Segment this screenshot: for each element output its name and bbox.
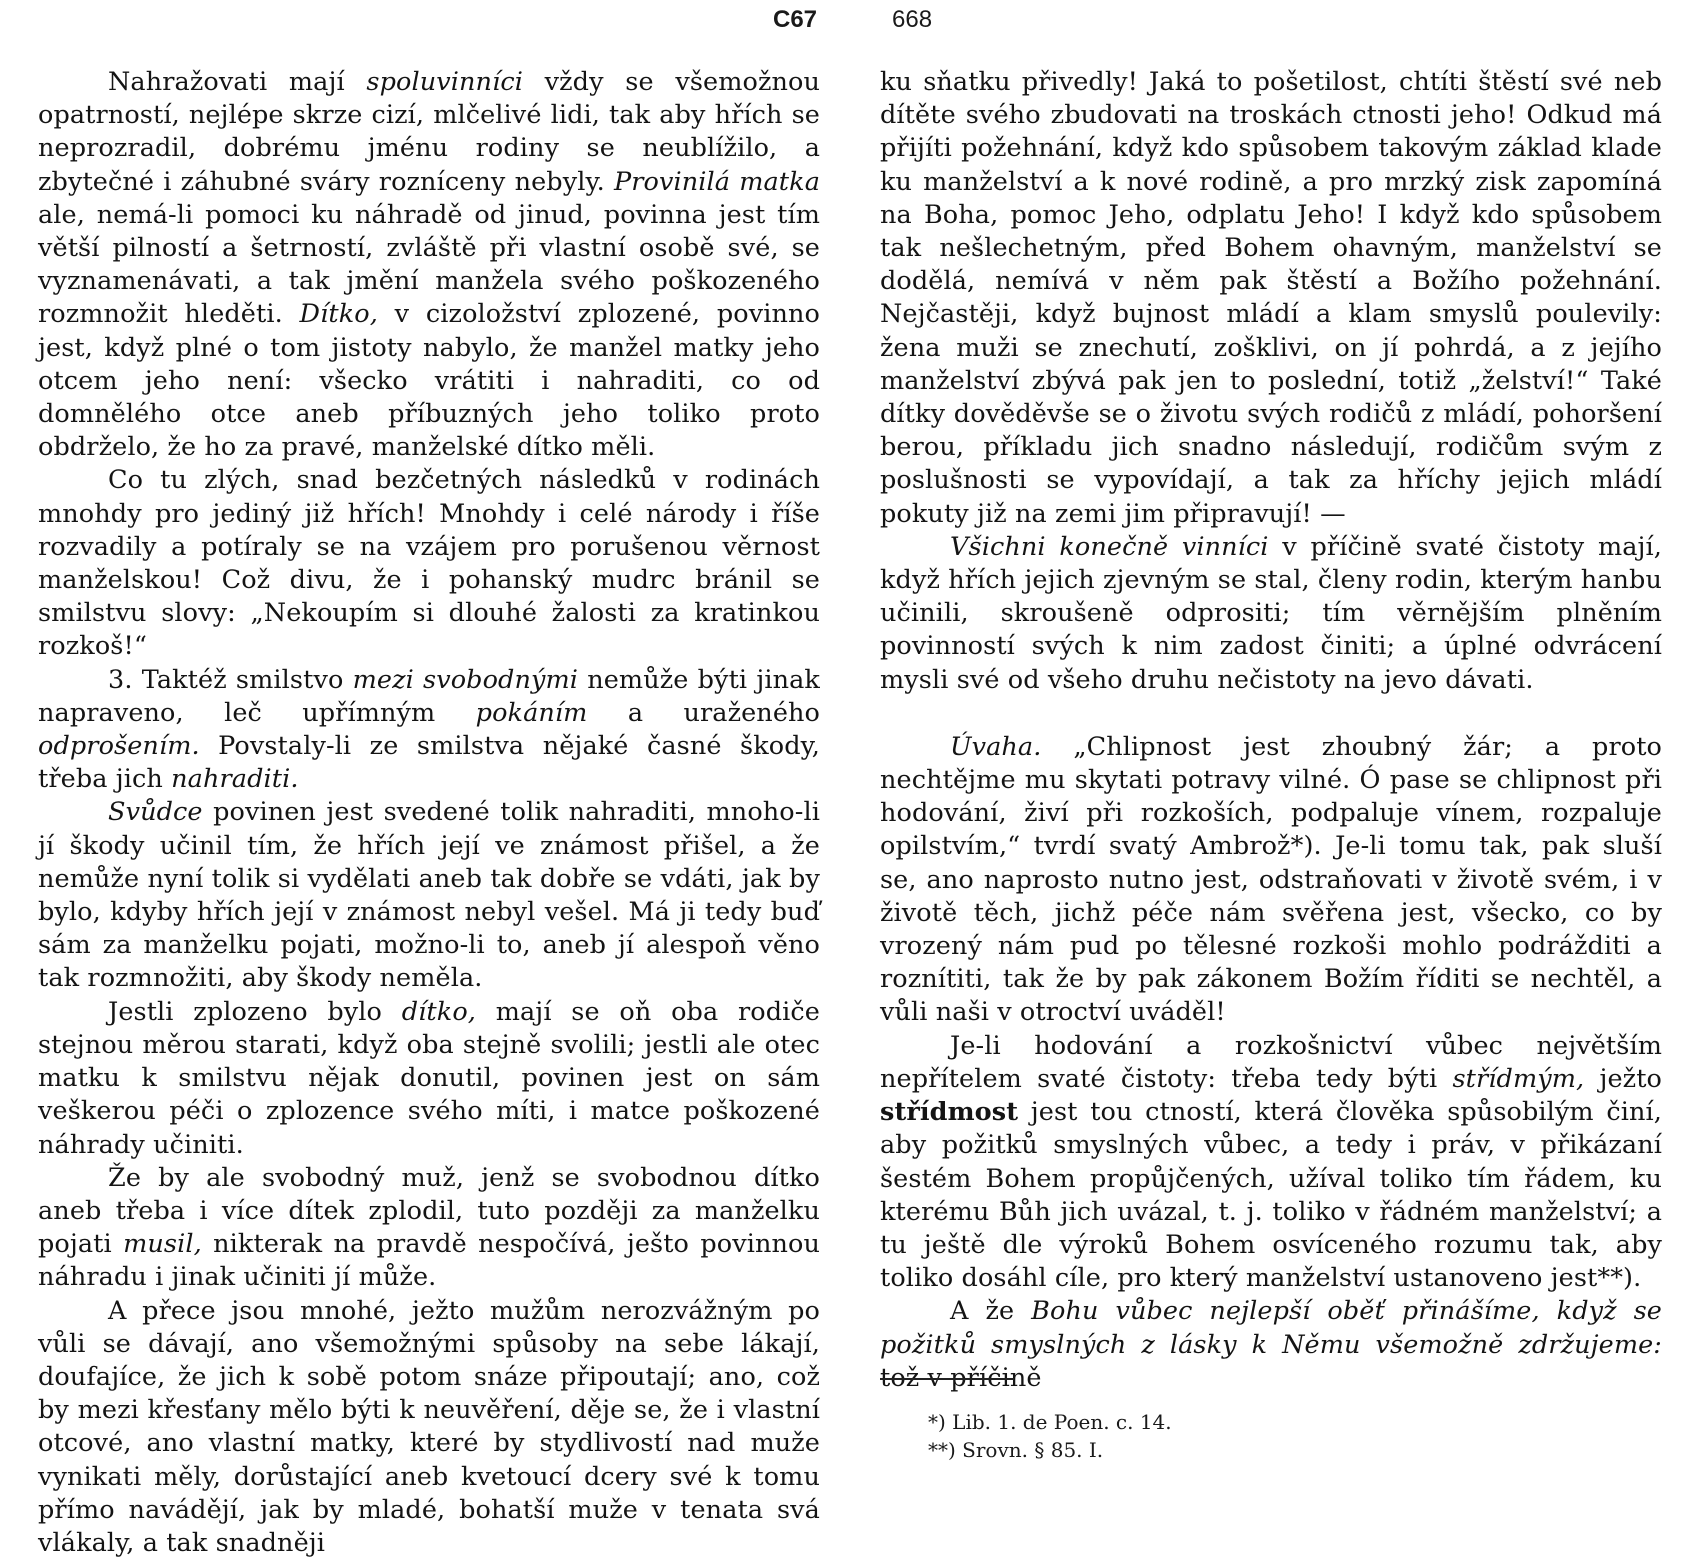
page-number-left: C67 — [773, 6, 818, 33]
footnote-rule — [880, 1378, 1014, 1380]
text: a uraženého — [587, 697, 820, 728]
text: ježto — [1584, 1063, 1662, 1094]
text: jest tou ctností, která člověka spůsobilým činí, aby požitků smyslných vůbec, a tedy i práv, v přikázaní šestém Bohem propůjčených, užíval toliko tím řádem, ku kterému Bůh jich uvázal, t. j. toliko v řádném manželství; a tu ještě dle výroků Bohem osvíceného rozumu tak, aby toliko dosáhl cíle, pro který manželství ustanoveno jest**). — [880, 1097, 1662, 1294]
text: v příčině svaté čistoty mají, když hřích jejich zjevným se stal, členy rodin, kterým hanbu učinili, skroušeně odprositi; tím věrnějším plněním povinností svých k nim zadost činiti; a úplné odvrácení mysli své od všeho druhu nečistoty na jevo dávati. — [880, 531, 1662, 695]
emphasis: nahraditi. — [171, 764, 299, 795]
text: mají se oň oba rodiče stejnou měrou starati, když oba stejně svolili; jestli ale otec matku k smilstvu nějak donutil, povinen jest on sám veškerou péči o zplozence svého míti, i matce poškozené náhrady učiniti. — [38, 996, 820, 1160]
text: Je-li hodování a rozkošnictví vůbec největším nepřítelem svaté čistoty: třeba tedy býti — [880, 1030, 1662, 1094]
paragraph — [880, 531, 1662, 697]
paragraph — [880, 1030, 1662, 1296]
text: 3. Taktéž smilstvo — [108, 664, 353, 695]
emphasis: odprošením. — [38, 731, 200, 762]
emphasis: Dítko, — [299, 299, 378, 330]
emphasis: mezi svobodnými — [352, 664, 579, 695]
text: ale, nemá-li pomoci ku náhradě od jinud, povinna jest tím větší pilností a šetrností, zvláště při vlastní osobě své, se vyznamenávati, a tak jmění manžela svého poškozeného rozmnožit hleděti. — [38, 199, 820, 330]
emphasis: pokáním — [475, 697, 588, 728]
footnote: *) Lib. 1. de Poen. c. 14. — [928, 1410, 1172, 1434]
left-column — [38, 66, 820, 1560]
footnote: **) Srovn. § 85. I. — [928, 1438, 1104, 1462]
emphasis: musil, — [123, 1229, 202, 1260]
paragraph: A přece jsou mnohé, ježto mužům nerozvážným po vůli se dávají, ano všemožnými spůsoby na sebe lákají, doufajíce, že jich k sobě potom snáze připoutají; ano, což by mezi křesťany mělo býti k neuvěření, děje se, že i vlastní otcové, ano vlastní matky, které by stydlivostí nad muže vynikati měly, dorůstající aneb kvetoucí dcery své k tomu přímo navádějí, jak by mladé, bohatší muže v tenata svá vlákaly, a tak snadněji — [38, 1295, 820, 1558]
paragraph — [38, 66, 820, 464]
paragraph — [38, 664, 820, 797]
emphasis: spoluvinníci — [366, 67, 523, 97]
emphasis: střídmým, — [1452, 1063, 1585, 1094]
text: A že — [950, 1296, 1032, 1327]
text: vždy se všemožnou opatrností, nejlépe skrze cizí, mlčelivé lidi, tak aby hřích se neprozradil, dobrému jménu rodiny se neublížilo, a zbytečné i záhubné sváry rozníceny nebyly. — [38, 67, 820, 197]
paragraph — [38, 996, 820, 1162]
bold-term: střídmost — [880, 1097, 1019, 1128]
text: nikterak na pravdě nespočívá, ješto povinnou náhradu i jinak učiniti jí může. — [38, 1229, 820, 1293]
text: Nahražovati mají — [108, 67, 367, 97]
text: „Chlipnost jest zhoubný žár; a proto nechtějme mu skytati potravy vilné. Ó pase se chlipnost při hodování, živí při rozkoších, podpaluje vínem, rozpaluje opilstvím,“ tvrdí svatý Ambrož*). Je-li tomu tak, pak sluší se, ano naprosto nutno jest, odstraňovati v životě svém, i v životě těch, jichž péče nám svěřena jest, všecko, co by vrozený nám pud po tělesné rozkoši mohlo podrážditi a roznítiti, tak že by pak zákonem Božím říditi se nechtěl, a vůli naši v otroctví uváděl! — [880, 731, 1662, 1028]
paragraph: Co tu zlých, snad bezčetných následků v rodinách mnohdy pro jediný již hřích! Mnohdy i celé národy i říše rozvadily a potíraly se na vzájem pro porušenou věrnost manželskou! Což divu, že i pohanský mudrc bránil se smilstvu slovy: „Nekoupím si dlouhé žalosti za kratinkou rozkoš!“ — [38, 465, 820, 662]
paragraph — [880, 731, 1662, 1030]
text: Jestli zplozeno bylo — [108, 996, 402, 1027]
paragraph — [38, 1162, 820, 1295]
emphasis: Svůdce — [108, 797, 203, 828]
page-number-right: 668 — [892, 6, 933, 33]
paragraph — [38, 796, 820, 995]
text: Povstaly-li ze smilstva nějaké časné škody, třeba jich — [38, 731, 820, 795]
text: povinen jest svedené tolik nahraditi, mnoho-li jí škody učinil tím, že hřích její ve známost přišel, a že nemůže nyní tolik si vydělati aneb tak dobře se vdáti, jak by bylo, kdyby hřích její v známost nebyl vešel. Má ji tedy buď sám za manželku pojati, možno-li to, aneb jí alespoň věno tak rozmnožiti, aby škody neměla. — [38, 797, 820, 994]
emphasis: Provinilá matka — [613, 166, 821, 197]
paragraph: ku sňatku přivedly! Jaká to pošetilost, chtíti štěstí své neb dítěte svého zbudovati na troskách ctnosti jeho! Odkud má přijíti požehnání, když kdo spůsobem takovým základ klade ku manželství a k nové rodině, a pro mrzký zisk zapomíná na Boha, pomoc Jeho, odplatu Jeho! I když kdo spůsobem tak nešlechetným, před Bohem ohavným, manželství se dodělá, nemívá v něm pak štěstí a Božího požehnání. Nejčastěji, když bujnost mládí a klam smyslů poulevily: žena muži se znechutí, zošklivi, on jí pohrdá, a z jejího manželství zbývá pak jen to poslední, totiž „želství!“ Také dítky dověděvše se o životu svých rodičů z mládí, pohoršení berou, příkladu jich snadno následují, rodičům svým z poslušnosti se vypovídají, a tak za hříchy jejich mládí pokuty již na zemi jim připravují! — — [880, 67, 1662, 529]
emphasis: Úvaha. — [950, 731, 1042, 762]
text: v cizoložství zplozené, povinno jest, když plné o tom jistoty nabylo, že manžel matky jeho otcem jeho není: všecko vrátiti i nahraditi, co od domnělého otce aneb příbuzných jeho toliko proto obdrželo, že ho za pravé, manželské dítko měli. — [38, 299, 820, 463]
right-column — [880, 66, 1662, 1395]
text: nemůže býti jinak napraveno, leč upřímným — [38, 664, 820, 728]
emphasis: dítko, — [401, 996, 476, 1027]
emphasis: Všichni konečně vinníci — [950, 531, 1269, 562]
text: Že by ale svobodný muž, jenž se svobodnou dítko aneb třeba i více dítek zplodil, tuto později za manželku pojati — [38, 1162, 820, 1260]
emphasis: Bohu vůbec nejlepší oběť přinášíme, když se požitků smyslných z lásky k Němu všemožně zdržujeme: — [880, 1296, 1662, 1360]
text: tož v příčině — [880, 1362, 1042, 1393]
